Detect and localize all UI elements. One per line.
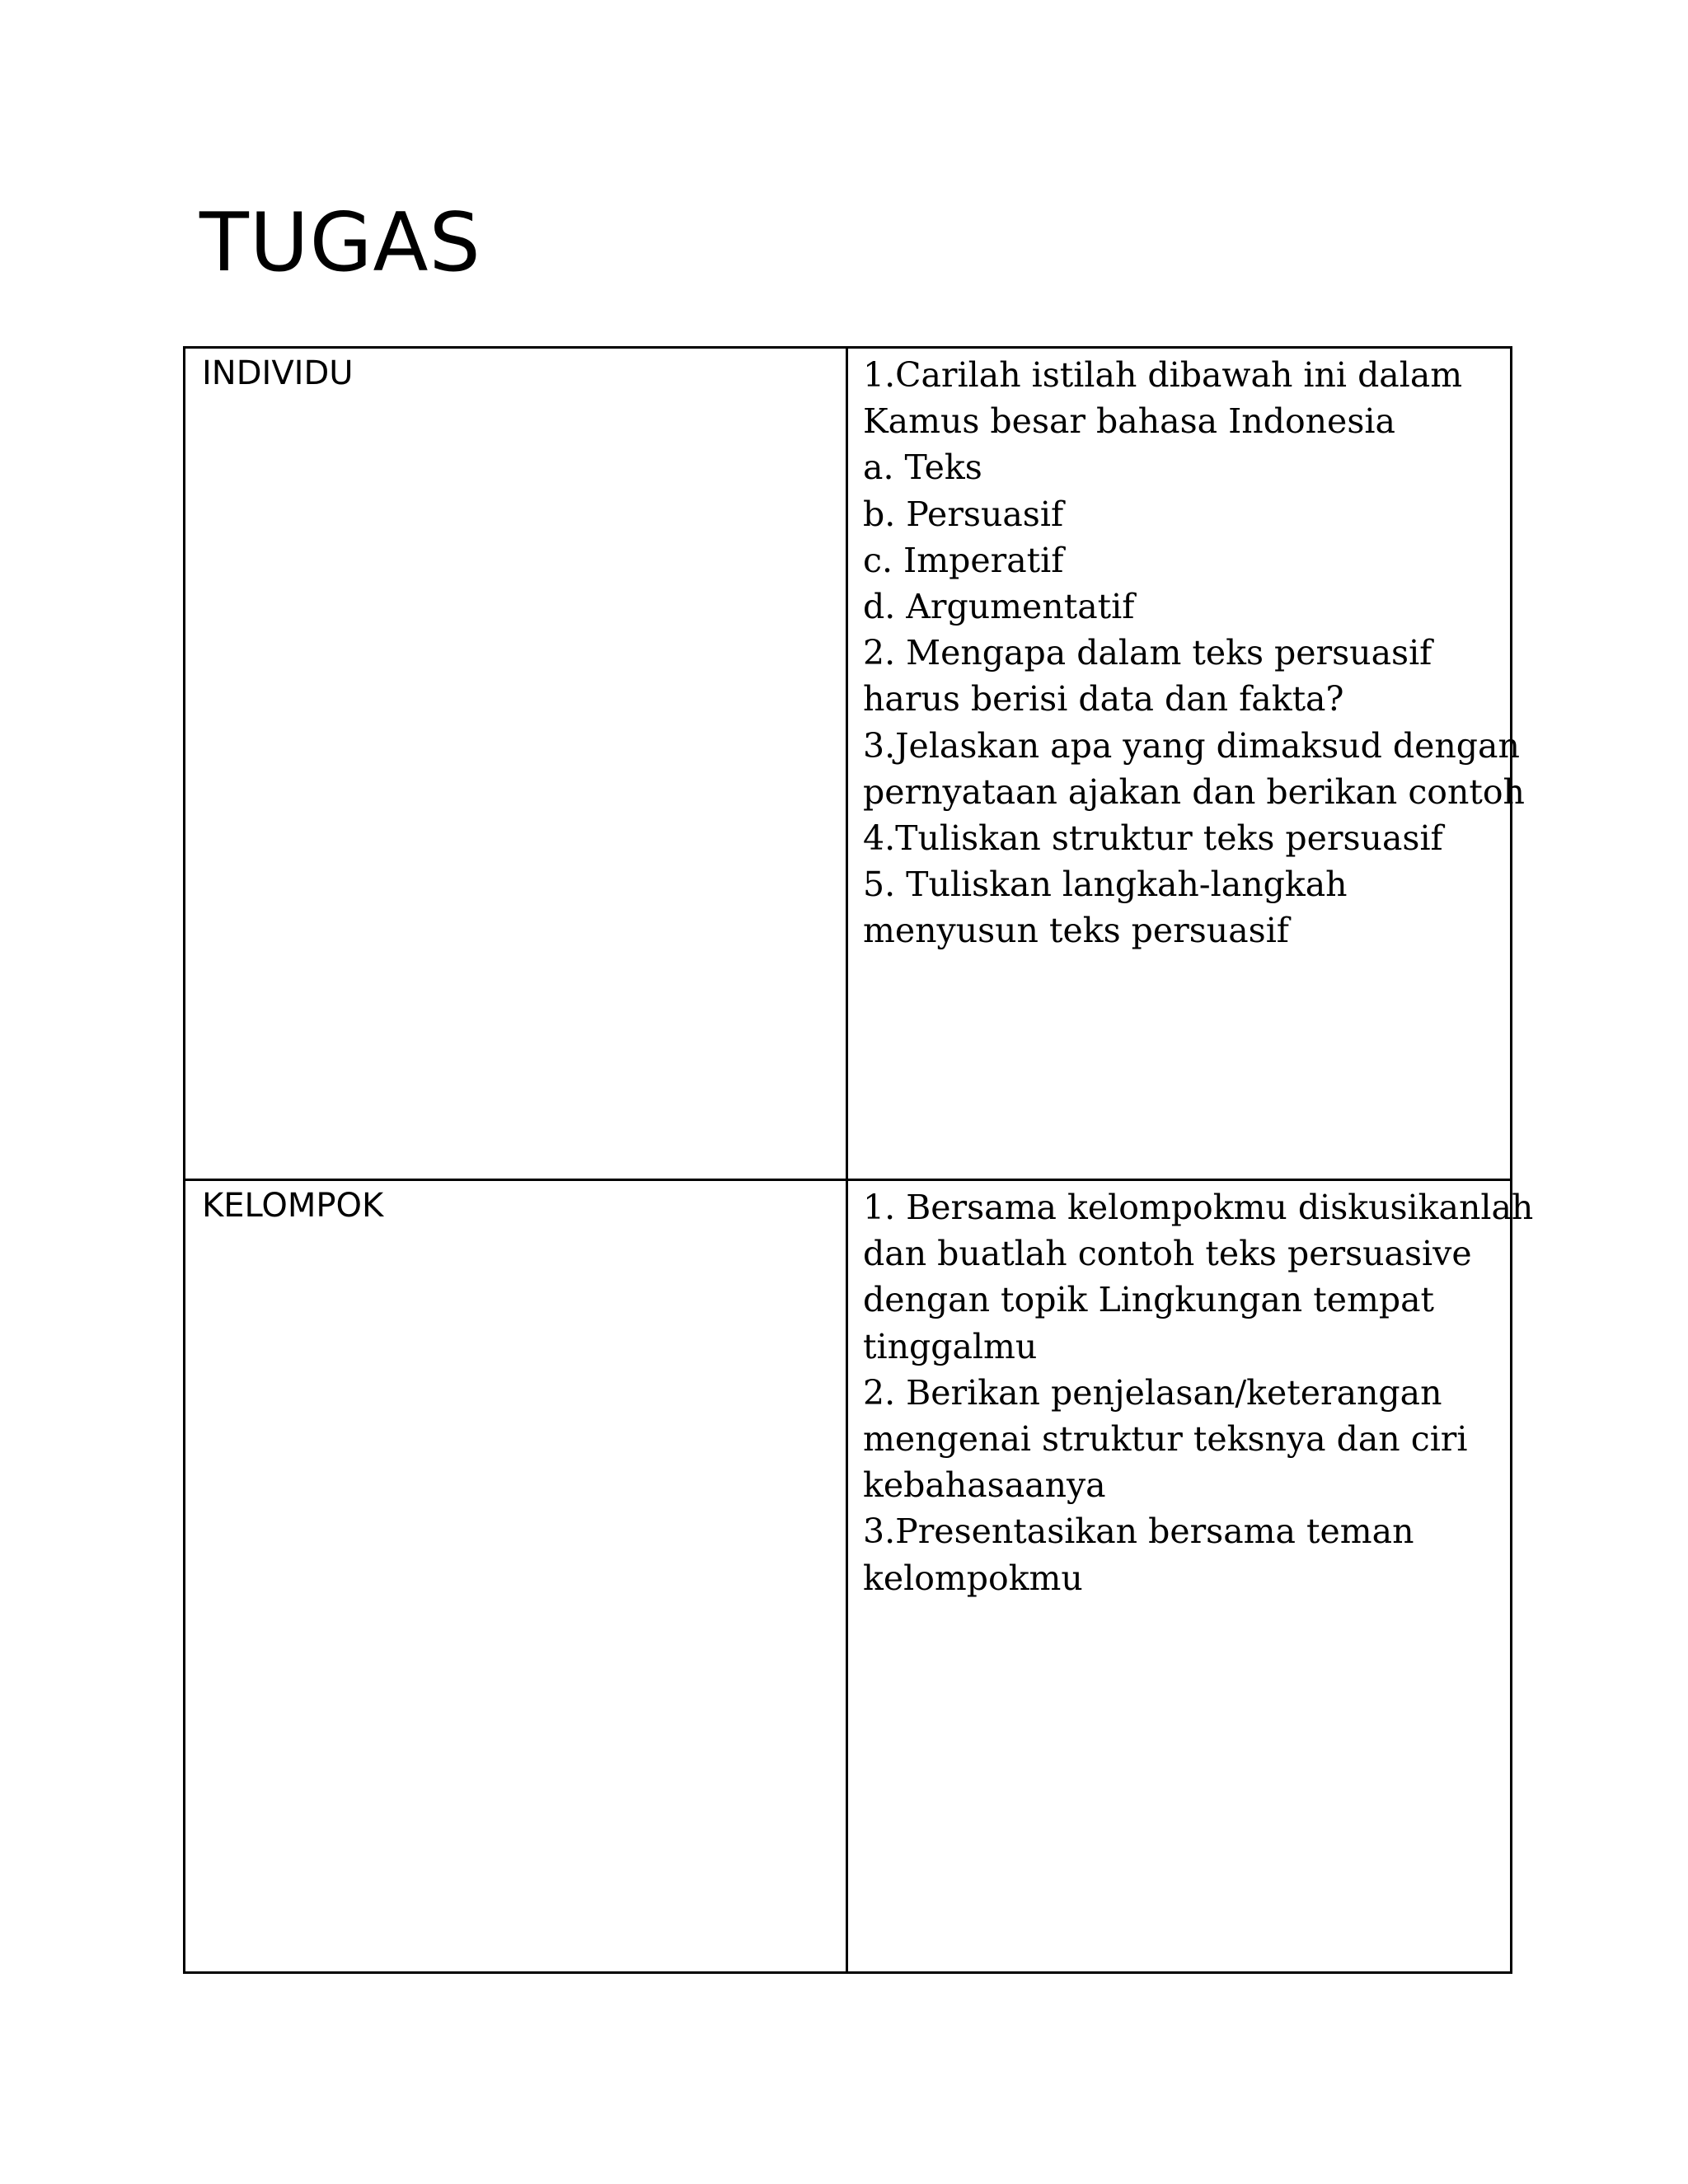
task-list-cell [847, 348, 1525, 1180]
task-line: a. Teks [863, 448, 982, 488]
section-label-cell [185, 1180, 847, 1973]
task-line: mengenai struktur teksnya dan ciri [863, 1419, 1468, 1460]
section-label-cell [185, 348, 847, 1180]
task-line: dan buatlah contoh teks persuasive [863, 1234, 1472, 1274]
section-label-kelompok: KELOMPOK [202, 1187, 384, 1225]
task-line: tinggalmu [863, 1326, 1038, 1366]
task-table [183, 346, 1534, 1974]
task-line: 4.Tuliskan struktur teks persuasif [863, 818, 1443, 859]
table-row-individu [185, 348, 1512, 1180]
task-line: 2. Mengapa dalam teks persuasif [863, 633, 1432, 673]
task-list-cell [847, 1180, 1534, 1973]
task-line: 1.Carilah istilah dibawah ini dalam [863, 355, 1463, 395]
task-line: 5. Tuliskan langkah-langkah [863, 865, 1348, 905]
task-line: pernyataan ajakan dan berikan contoh [863, 771, 1525, 812]
task-line: d. Argumentatif [863, 587, 1135, 627]
task-line: Kamus besar bahasa Indonesia [863, 401, 1395, 442]
page-title: TUGAS [199, 196, 481, 290]
task-list-individu [848, 349, 1525, 954]
task-line: dengan topik Lingkungan tempat [863, 1280, 1434, 1320]
task-list-kelompok [848, 1181, 1534, 1601]
task-line: c. Imperatif [863, 540, 1064, 580]
table-row-kelompok [185, 1180, 1512, 1973]
task-line: 3.Jelaskan apa yang dimaksud dengan [863, 725, 1520, 766]
task-line: kebahasaanya [863, 1465, 1106, 1506]
section-label-individu: INDIVIDU [202, 354, 354, 392]
task-line: b. Persuasif [863, 494, 1064, 534]
task-line: harus berisi data dan fakta? [863, 679, 1344, 719]
task-line: menyusun teks persuasif [863, 911, 1289, 951]
task-line: 1. Bersama kelompokmu diskusikanlah [863, 1188, 1534, 1227]
task-line: kelompokmu [863, 1558, 1083, 1598]
task-line: 2. Berikan penjelasan/keterangan [863, 1372, 1442, 1413]
task-line: 3.Presentasikan bersama teman [863, 1511, 1414, 1552]
